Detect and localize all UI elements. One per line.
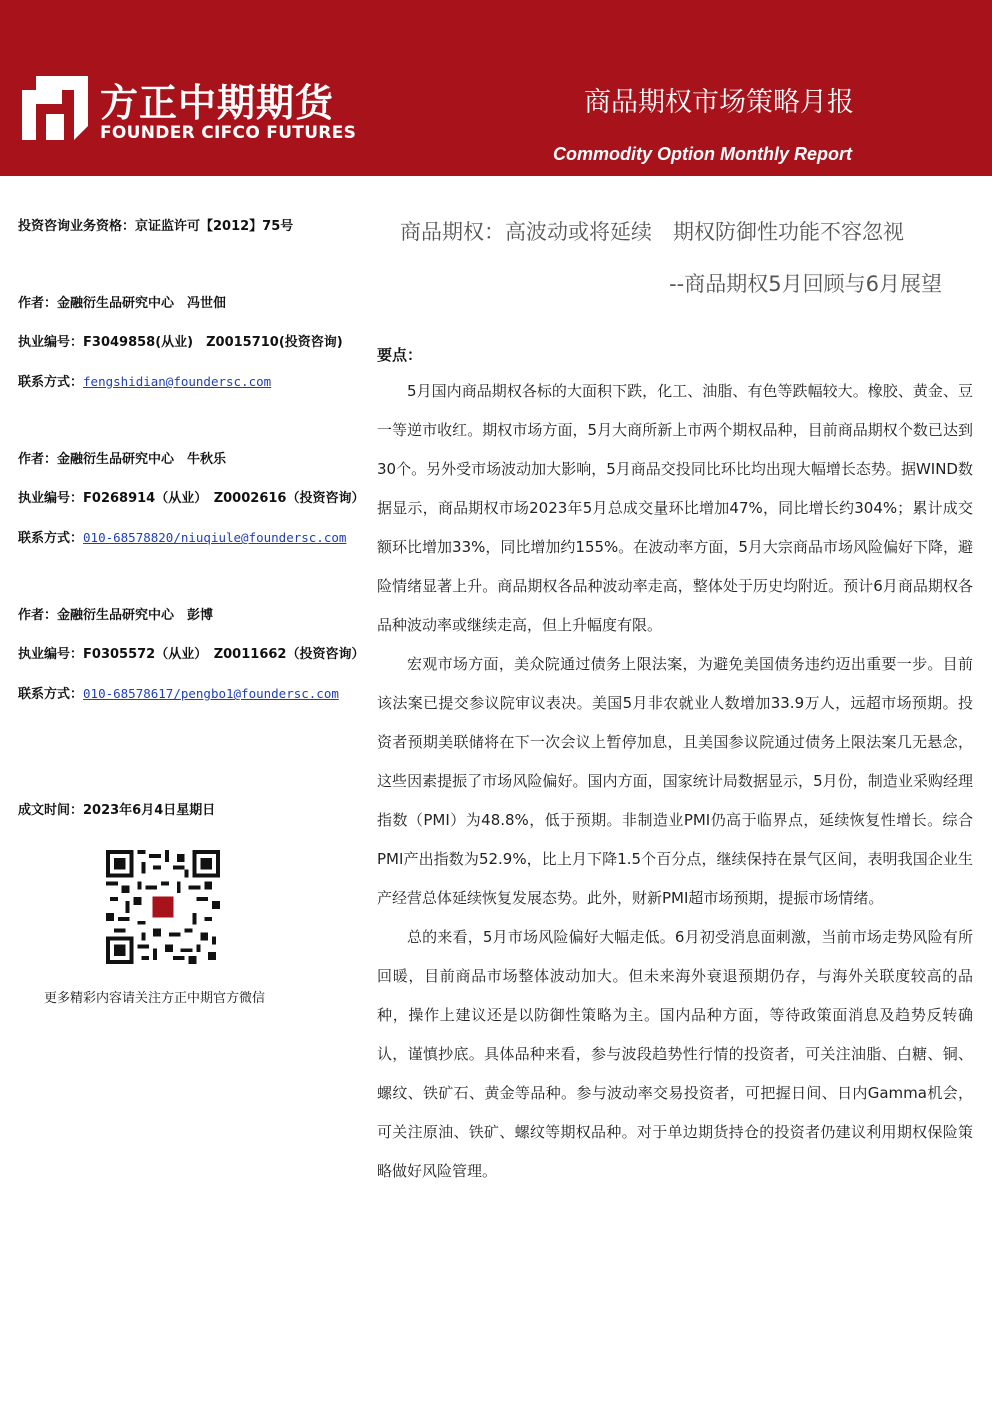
- author-2: 作者：金融衍生品研究中心 牛秋乐: [18, 452, 227, 467]
- publish-date: 成文时间：2023年6月4日星期日: [18, 803, 216, 818]
- author-3-email-link[interactable]: 010-68578617/pengbo1@foundersc.com: [83, 686, 339, 701]
- author-1-id: 执业编号：F3049858(从业) Z0015710(投资咨询): [18, 335, 343, 350]
- author-3-id: 执业编号：F0305572（从业） Z0011662（投资咨询）: [18, 647, 365, 662]
- license-info: 投资咨询业务资格：京证监许可【2012】75号: [18, 219, 294, 234]
- wechat-qr-code-icon[interactable]: [106, 850, 220, 964]
- report-title-chinese: 商品期权市场策略月报: [584, 87, 854, 118]
- logo-english-name: FOUNDER CIFCO FUTURES: [100, 123, 357, 143]
- report-title-english: Commodity Option Monthly Report: [553, 144, 852, 164]
- report-main-title: 商品期权：高波动或将延续 期权防御性功能不容忽视: [400, 220, 904, 244]
- author-2-id: 执业编号：F0268914（从业） Z0002616（投资咨询）: [18, 491, 365, 506]
- author-2-contact: 联系方式：010-68578820/niuqiule@foundersc.com: [18, 530, 347, 546]
- qr-caption: 更多精彩内容请关注方正中期官方微信: [44, 991, 266, 1006]
- author-1-email-link[interactable]: fengshidian@foundersc.com: [83, 374, 272, 389]
- keypoints-heading: 要点：: [377, 346, 423, 364]
- header-banner: [0, 0, 992, 176]
- founder-logo-icon: [22, 76, 88, 140]
- author-1: 作者：金融衍生品研究中心 冯世佃: [18, 296, 227, 311]
- body-paragraph: 宏观市场方面，美众院通过债务上限法案，为避免美国债务违约迈出重要一步。目前该法案已提交参议院审议表决。美国5月非农就业人数增加33.9万人，远超市场预期。投资者预期美联储将在下一次会议上暂停加息，且美国参议院通过债务上限法案几无悬念，这些因素提振了市场风险偏好。国内方面，国家统计局数据显示，5月份，制造业采购经理指数（PMI）为48.8%，低于预期。非制造业PMI仍高于临界点，延续恢复性增长。综合PMI产出指数为52.9%，比上月下降1.5个百分点，继续保持在景气区间，表明我国企业生产经营总体延续恢复发展态势。此外，财新PMI超市场预期，提振市场情绪。: [377, 655, 973, 907]
- author-1-contact: 联系方式：fengshidian@foundersc.com: [18, 374, 272, 390]
- author-3: 作者：金融衍生品研究中心 彭博: [18, 608, 214, 623]
- body-paragraph: 总的来看，5月市场风险偏好大幅走低。6月初受消息面刺激，当前市场走势风险有所回暖，目前商品市场整体波动加大。但未来海外衰退预期仍存，与海外关联度较高的品种，操作上建议还是以防御性策略为主。国内品种方面，等待政策面消息及趋势反转确认，谨慎抄底。具体品种来看，参与波段趋势性行情的投资者，可关注油脂、白糖、铜、螺纹、铁矿石、黄金等品种。参与波动率交易投资者，可把握日间、日内Gamma机会，可关注原油、铁矿、螺纹等期权品种。对于单边期货持仓的投资者仍建议利用期权保险策略做好风险管理。: [377, 928, 973, 1180]
- report-subtitle: --商品期权5月回顾与6月展望: [669, 272, 942, 296]
- logo-chinese-name: 方正中期期货: [100, 81, 335, 125]
- report-body: [377, 372, 973, 1191]
- body-paragraph: 5月国内商品期权各标的大面积下跌，化工、油脂、有色等跌幅较大。橡胶、黄金、豆一等逆市收红。期权市场方面，5月大商所新上市两个期权品种，目前商品期权个数已达到30个。另外受市场波动加大影响，5月商品交投同比环比均出现大幅增长态势。据WIND数据显示，商品期权市场2023年5月总成交量环比增加47%，同比增长约304%；累计成交额环比增加33%，同比增加约155%。在波动率方面，5月大宗商品市场风险偏好下降，避险情绪显著上升。商品期权各品种波动率走高，整体处于历史均附近。预计6月商品期权各品种波动率或继续走高，但上升幅度有限。: [377, 382, 973, 634]
- author-2-email-link[interactable]: 010-68578820/niuqiule@foundersc.com: [83, 530, 347, 545]
- author-3-contact: 联系方式：010-68578617/pengbo1@foundersc.com: [18, 686, 339, 702]
